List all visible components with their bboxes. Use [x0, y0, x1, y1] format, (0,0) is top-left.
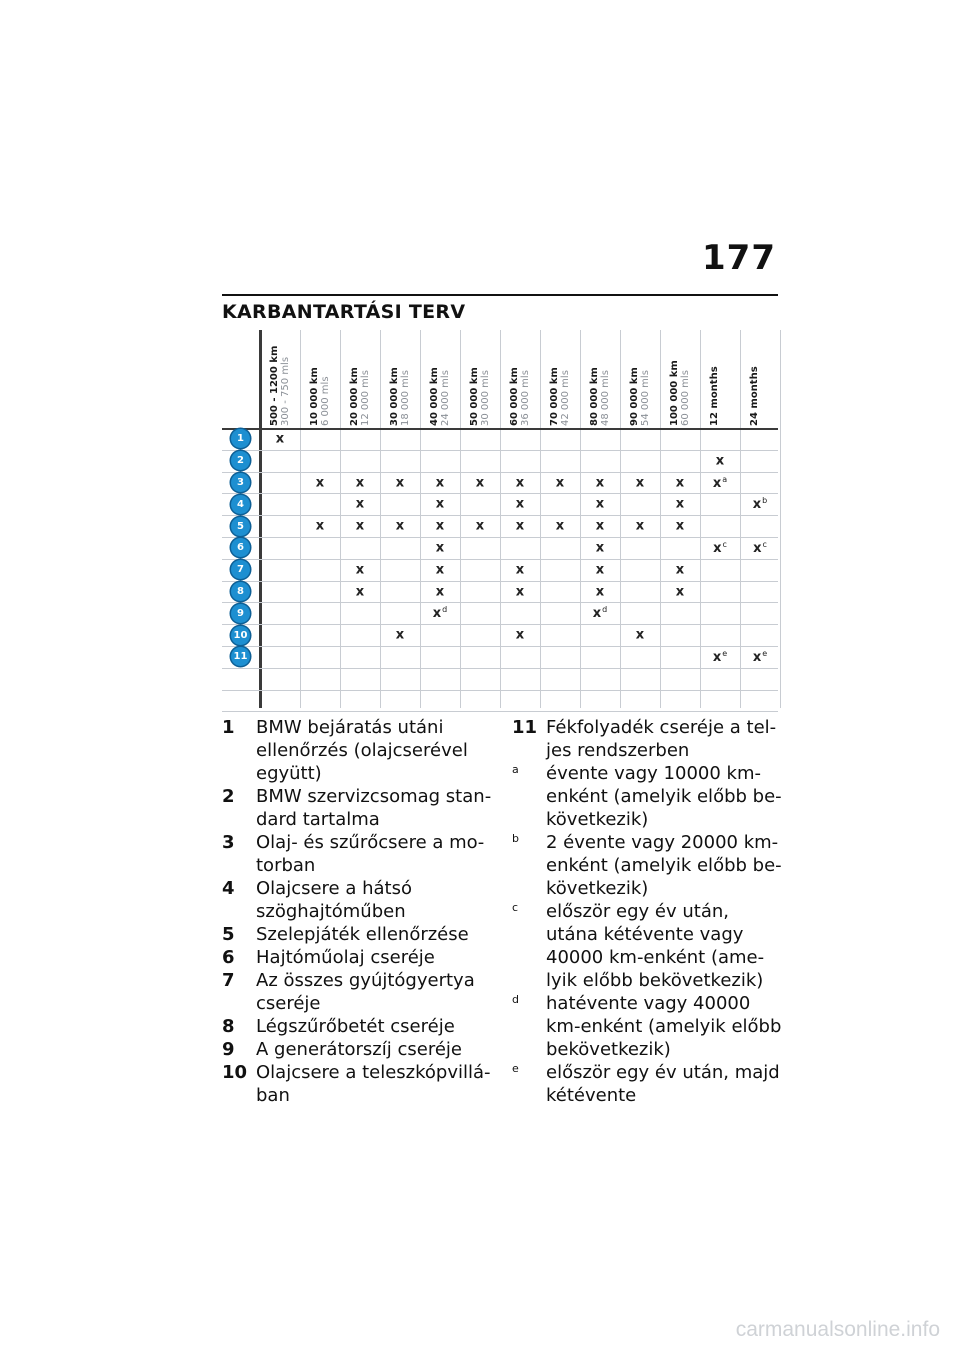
schedule-mark: x [595, 540, 605, 556]
schedule-mark: x [555, 475, 565, 490]
legend-text: Hajtóműolaj cseréje [256, 947, 435, 968]
grid-column-line [660, 330, 661, 708]
column-header-km: 100 000 km [669, 360, 680, 426]
grid-row-line [222, 711, 778, 712]
schedule-mark: x [515, 584, 525, 599]
maintenance-schedule-table [222, 330, 778, 708]
legend-text: Olajcsere a hátsó szöghajtóműben [256, 878, 412, 922]
watermark: carmanualsonline.info [735, 1318, 940, 1341]
schedule-mark: x [635, 518, 645, 534]
schedule-mark: x [435, 584, 445, 599]
legend-left [222, 716, 492, 1107]
column-header-mls: 24 000 mls [440, 370, 451, 426]
column-header-mls: 36 000 mls [520, 370, 531, 426]
grid-column-line [300, 330, 301, 708]
grid-row-line [222, 537, 778, 538]
section-title: KARBANTARTÁSI TERV [222, 301, 466, 323]
legend-item [222, 831, 492, 877]
schedule-mark: x [515, 562, 525, 578]
legend-number: 4 [222, 878, 235, 899]
row-number-badge: 11 [231, 647, 250, 666]
legend-text: BMW szervizcsomag standard tartalma [256, 786, 492, 830]
schedule-mark: x [635, 627, 645, 643]
grid-column-line [580, 330, 581, 708]
column-header-km: 500 - 1200 km [269, 345, 280, 426]
column-header-mls: 54 000 mls [640, 370, 651, 426]
row-number-badge: 7 [231, 560, 250, 579]
legend-text: A generátorszíj cseréje [256, 1039, 462, 1060]
schedule-mark: x [595, 562, 605, 578]
schedule-mark: x [475, 475, 485, 490]
schedule-mark: x [435, 518, 445, 534]
legend-text: először egy év után, utána kétévente vagy 40000 km-enként (amelyik előbb bekövetkezik) [546, 901, 765, 991]
legend-number: 3 [222, 832, 235, 853]
legend-item [222, 946, 492, 969]
grid-row-line [222, 602, 778, 603]
schedule-mark: x [675, 562, 685, 578]
row-number-badge: 5 [231, 517, 250, 536]
schedule-mark: x [315, 518, 325, 534]
row-number-badge: 10 [231, 626, 250, 645]
legend-number: 5 [222, 924, 235, 945]
row-number-badge: 4 [231, 495, 250, 514]
schedule-mark: $x^e$ [712, 648, 728, 666]
column-header-km: 90 000 km [629, 367, 640, 426]
schedule-mark: x [435, 540, 445, 556]
footnote-marker: a [722, 474, 728, 484]
grid-column-line [340, 330, 341, 708]
row-number-badge: 6 [231, 538, 250, 557]
schedule-mark: $x^b$ [752, 496, 768, 513]
schedule-mark: x [675, 584, 685, 599]
schedule-mark: x [355, 584, 365, 599]
legend-item [512, 716, 782, 762]
footnote-marker: c [722, 539, 727, 549]
legend-number: b [512, 832, 519, 845]
schedule-mark: x [355, 496, 365, 512]
column-header-km: 80 000 km [589, 367, 600, 426]
grid-row-line [222, 493, 778, 494]
footnote-marker: d [602, 605, 608, 615]
schedule-mark: x [595, 475, 605, 490]
legend-text: 2 évente vagy 20000 km-enként (amelyik előbb bekövetkezik) [546, 832, 782, 899]
schedule-mark: x [435, 562, 445, 578]
legend-text: Olaj- és szűrőcsere a motorban [256, 832, 485, 876]
legend-text: Olajcsere a teleszkópvillában [256, 1062, 491, 1106]
schedule-mark: x [275, 431, 285, 447]
legend-number: d [512, 993, 519, 1006]
legend-item [222, 969, 492, 1015]
legend-number: 11 [512, 717, 538, 738]
column-header-mls: 18 000 mls [400, 370, 411, 426]
legend-number: e [512, 1062, 519, 1075]
schedule-mark: x [355, 475, 365, 490]
legend-text: Szelepjáték ellenőrzése [256, 924, 469, 945]
schedule-mark: x [715, 453, 725, 469]
schedule-mark: x [315, 475, 325, 490]
column-header-km: 12 months [709, 366, 720, 426]
schedule-mark: $x^d$ [432, 605, 448, 622]
footnote-marker: c [762, 539, 767, 549]
column-header-mls: 6 000 mls [320, 376, 331, 426]
legend-item [512, 831, 782, 900]
column-header-km: 20 000 km [349, 367, 360, 426]
schedule-mark: x [555, 518, 565, 534]
column-header-km: 70 000 km [549, 367, 560, 426]
legend-number: c [512, 901, 519, 914]
schedule-mark: x [395, 627, 405, 643]
schedule-mark: x [435, 496, 445, 512]
grid-column-line [460, 330, 461, 708]
column-header-mls: 12 000 mls [360, 370, 371, 426]
legend-text: Az összes gyújtógyertya cseréje [256, 970, 475, 1014]
grid-row-line [222, 472, 778, 473]
row-number-badge: 8 [231, 582, 250, 601]
grid-column-line [740, 330, 741, 708]
column-header-km: 10 000 km [309, 367, 320, 426]
legend-text: évente vagy 10000 km-enként (amelyik előbb bekövetkezik) [546, 763, 782, 830]
legend-item [222, 716, 492, 785]
legend-item [222, 877, 492, 923]
grid-row-line [222, 646, 778, 647]
schedule-mark: $x^a$ [712, 474, 728, 491]
row-number-badge: 3 [231, 473, 250, 492]
legend-item [512, 900, 782, 992]
schedule-mark: x [395, 518, 405, 534]
schedule-mark: x [675, 496, 685, 512]
legend-number: 8 [222, 1016, 235, 1037]
schedule-mark: $x^c$ [753, 539, 767, 557]
page-number: 177 [702, 238, 776, 278]
column-header-mls: 300 - 750 mls [280, 356, 291, 426]
footnote-marker: e [722, 648, 728, 658]
schedule-mark: x [355, 518, 365, 534]
legend-number: 6 [222, 947, 235, 968]
column-header-km: 50 000 km [469, 367, 480, 426]
schedule-mark: $x^e$ [752, 648, 768, 666]
schedule-mark: x [395, 475, 405, 490]
footnote-marker: e [762, 648, 768, 658]
legend-number: 7 [222, 970, 235, 991]
footnote-marker: b [762, 496, 768, 506]
grid-column-line [620, 330, 621, 708]
legend-text: Fékfolyadék cseréje a teljes rendszerben [546, 717, 777, 761]
grid-row-line [222, 668, 778, 669]
legend-number: 2 [222, 786, 235, 807]
legend-text: BMW bejáratás utáni ellenőrzés (olajcserével együtt) [256, 717, 468, 784]
schedule-mark: x [475, 518, 485, 534]
schedule-mark: x [635, 475, 645, 490]
legend-text: hatévente vagy 40000 km-enként (amelyik előbb bekövetkezik) [546, 993, 782, 1060]
title-rule [222, 294, 778, 296]
legend-number: a [512, 763, 519, 776]
legend-number: 10 [222, 1062, 248, 1083]
grid-axis-line [259, 330, 262, 708]
header-divider [222, 428, 778, 430]
legend-text: Légszűrőbetét cseréje [256, 1016, 455, 1037]
column-header-km: 40 000 km [429, 367, 440, 426]
legend-number: 9 [222, 1039, 235, 1060]
grid-column-line [780, 330, 781, 708]
legend-item [512, 1061, 782, 1107]
column-header-mls: 30 000 mls [480, 370, 491, 426]
grid-column-line [380, 330, 381, 708]
grid-row-line [222, 515, 778, 516]
schedule-mark: x [515, 475, 525, 490]
column-header [749, 366, 839, 426]
column-header-km: 24 months [749, 366, 760, 426]
legend-item [222, 1015, 492, 1038]
schedule-mark: x [515, 518, 525, 534]
grid-column-line [420, 330, 421, 708]
schedule-mark: x [595, 496, 605, 512]
schedule-mark: x [435, 475, 445, 490]
schedule-mark: x [515, 496, 525, 512]
schedule-mark: x [675, 475, 685, 490]
legend-item [222, 785, 492, 831]
schedule-mark: $x^d$ [592, 605, 608, 622]
grid-row-line [222, 450, 778, 451]
legend-item [222, 1038, 492, 1061]
schedule-mark: $x^c$ [713, 539, 727, 557]
column-header-km: 60 000 km [509, 367, 520, 426]
column-header-km: 30 000 km [389, 367, 400, 426]
legend-item [222, 1061, 492, 1107]
row-number-badge: 1 [231, 429, 250, 448]
grid-column-line [500, 330, 501, 708]
grid-row-line [222, 624, 778, 625]
legend-number: 1 [222, 717, 235, 738]
footnote-marker: d [442, 605, 448, 615]
grid-row-line [222, 690, 778, 691]
schedule-mark: x [515, 627, 525, 643]
grid-column-line [700, 330, 701, 708]
grid-row-line [222, 581, 778, 582]
legend-right [512, 716, 782, 1107]
row-number-badge: 2 [231, 451, 250, 470]
schedule-mark: x [595, 518, 605, 534]
legend-item [512, 992, 782, 1061]
grid-column-line [540, 330, 541, 708]
column-header-mls: 48 000 mls [600, 370, 611, 426]
legend-item [512, 762, 782, 831]
column-header-mls: 42 000 mls [560, 370, 571, 426]
legend-text: először egy év után, majd kétévente [546, 1062, 780, 1106]
row-number-badge: 9 [231, 604, 250, 623]
grid-row-line [222, 559, 778, 560]
schedule-mark: x [675, 518, 685, 534]
legend-item [222, 923, 492, 946]
column-header-mls: 60 000 mls [680, 370, 691, 426]
schedule-mark: x [355, 562, 365, 578]
schedule-mark: x [595, 584, 605, 599]
